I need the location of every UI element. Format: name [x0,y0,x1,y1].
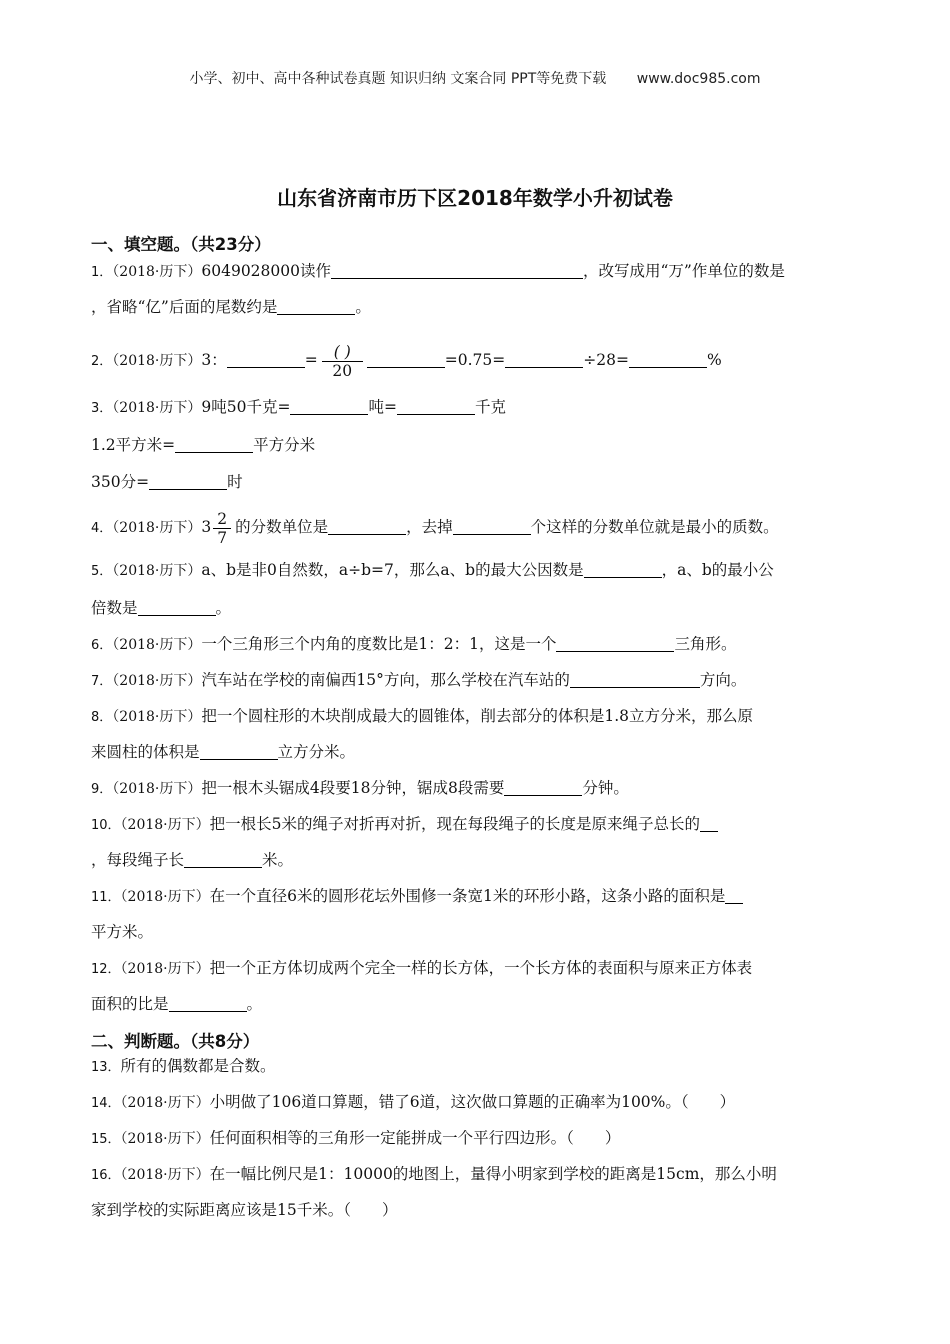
question-tag: （2018·历下） [120,1167,210,1183]
answer-blank[interactable] [700,815,718,832]
answer-blank[interactable] [504,779,582,796]
q1-text-b: ，改写成用“万”作单位的数是 [583,262,785,280]
q1-text-a: 6049028000读作 [201,262,331,280]
question-11-cont [91,921,861,957]
q12-text-c: 。 [246,995,263,1013]
answer-blank[interactable] [725,887,743,904]
question-number: 12． [91,962,121,977]
question-number: 5． [91,564,113,579]
question-3-line-2 [91,434,861,471]
answer-blank[interactable] [175,436,253,453]
question-5 [91,555,861,597]
fraction-denominator: 7 [217,528,228,547]
q14-text-a[interactable]: 小明做了106道口算题，错了6道，这次做口算题的正确率为100%。（ ） [209,1093,736,1111]
q1-text-d: 。 [355,298,371,316]
question-number: 7． [91,674,113,689]
question-tag: （2018·历下） [120,1131,210,1147]
q3-text-l2a: 1.2平方米= [91,436,176,454]
q11-text-b: 平方米。 [91,923,154,941]
question-16 [91,1163,861,1199]
q2-text-b: = [304,351,318,369]
q6-text-b: 三角形。 [674,635,737,653]
question-number: 16． [91,1168,121,1183]
question-12 [91,957,861,993]
q9-text-a: 把一根木头锯成4段要18分钟，锯成8段需要 [201,779,505,797]
answer-blank[interactable] [367,351,445,368]
question-tag: （2018·历下） [112,637,202,653]
question-tag: （2018·历下） [120,961,210,977]
question-10-cont [91,849,861,885]
q11-text-a: 在一个直径6米的圆形花坛外围修一条宽1米的环形小路，这条小路的面积是 [209,887,726,905]
question-tag: （2018·历下） [120,817,210,833]
question-13 [91,1055,861,1091]
q6-text-a: 一个三角形三个内角的度数比是1：2：1，这是一个 [201,635,557,653]
question-number: 6． [91,638,113,653]
q12-text-a: 把一个正方体切成两个完全一样的长方体，一个长方体的表面积与原来正方体表 [209,959,753,977]
q4-text-a: 的分数单位是 [235,518,329,536]
question-6 [91,633,861,669]
question-16-cont [91,1199,861,1235]
q3-text-a: 9吨50千克= [201,398,291,416]
question-2 [91,340,861,390]
header-text: 小学、初中、高中各种试卷真题 知识归纳 文案合同 PPT等免费下载 [189,71,607,87]
answer-blank[interactable] [184,851,262,868]
question-tag: （2018·历下） [112,353,202,369]
q9-text-b: 分钟。 [582,779,629,797]
question-12-cont [91,993,861,1029]
question-number: 3． [91,401,113,416]
q16-text-b[interactable]: 家到学校的实际距离应该是15千米。（ ） [91,1201,398,1219]
question-1 [91,258,861,296]
q3-text-b: 吨= [368,398,397,416]
question-number: 14． [91,1096,121,1111]
q10-text-b: ，每段绳子长 [91,851,185,869]
question-14 [91,1091,861,1127]
answer-blank[interactable] [328,518,406,535]
q8-text-a: 把一个圆柱形的木块削成最大的圆锥体，削去部分的体积是1.8立方分米，那么原 [201,707,754,725]
q12-text-b: 面积的比是 [91,995,169,1013]
answer-blank[interactable] [227,351,305,368]
q1-text-c: ，省略“亿”后面的尾数约是 [91,298,278,316]
fraction-numerator[interactable]: ( ) [322,343,363,362]
question-number: 11． [91,890,121,905]
q2-text-c: =0.75= [444,351,506,369]
q13-text-a: 所有的偶数都是合数。 [120,1057,276,1075]
question-tag: （2018·历下） [120,1095,210,1111]
question-3-line-3 [91,471,861,505]
answer-blank[interactable] [556,635,674,652]
question-10 [91,813,861,849]
question-tag: （2018·历下） [112,520,202,536]
q5-text-d: 。 [215,599,232,617]
question-tag: （2018·历下） [112,400,202,416]
q2-text-a: 3： [201,351,227,369]
question-15 [91,1127,861,1163]
q4-text-c: 个这样的分数单位就是最小的质数。 [530,518,779,536]
question-number: 15． [91,1132,121,1147]
page-header [0,68,950,88]
answer-blank[interactable] [397,398,475,415]
question-5-cont [91,597,861,633]
q15-text-a[interactable]: 任何面积相等的三角形一定能拼成一个平行四边形。（ ） [209,1129,621,1147]
q8-text-c: 立方分米。 [277,743,356,761]
question-11 [91,885,861,921]
question-9 [91,777,861,813]
question-number: 2． [91,354,113,369]
section-heading-judge: 二、判断题。（共8分） [91,1032,260,1051]
question-number: 13． [91,1060,121,1075]
q8-text-b: 来圆柱的体积是 [91,743,200,761]
mixed-number-whole: 3 [201,518,212,536]
q7-text-a: 汽车站在学校的南偏西15°方向，那么学校在汽车站的 [201,671,570,689]
question-number: 1． [91,265,113,280]
q2-text-d: ÷28= [583,351,629,369]
q3-text-c: 千克 [474,398,506,416]
answer-blank[interactable] [200,743,278,760]
q10-text-c: 米。 [262,851,294,869]
answer-blank[interactable] [169,995,247,1012]
q2-text-e: % [706,351,722,369]
question-3 [91,390,861,434]
answer-blank[interactable] [629,351,707,368]
fraction [322,343,363,380]
q3-text-l2b: 平方分米 [253,436,316,454]
answer-blank[interactable] [584,561,662,578]
answer-blank[interactable] [290,398,368,415]
answer-blank[interactable] [277,298,355,315]
answer-blank[interactable] [570,671,700,688]
question-tag: （2018·历下） [112,709,202,725]
q5-text-b: ，a、b的最小公 [661,561,774,579]
question-4 [91,505,861,555]
q3-text-l3a: 350分= [91,473,150,491]
question-number: 8． [91,710,113,725]
question-1-cont [91,296,861,340]
fraction-denominator: 20 [332,361,353,380]
q4-text-b: ，去掉 [406,518,453,536]
answer-blank[interactable] [138,599,216,616]
header-site: www.doc985.com [636,71,761,87]
fraction-numerator: 2 [213,510,231,529]
q5-text-c: 倍数是 [91,599,138,617]
answer-blank[interactable] [505,351,583,368]
q16-text-a: 在一幅比例尺是1：10000的地图上，量得小明家到学校的距离是15cm，那么小明 [209,1165,777,1183]
question-tag: （2018·历下） [112,563,202,579]
fraction [213,510,231,547]
question-tag: （2018·历下） [112,673,202,689]
answer-blank[interactable] [331,262,583,279]
page-title: 山东省济南市历下区2018年数学小升初试卷 [277,186,673,210]
answer-blank[interactable] [453,518,531,535]
q7-text-b: 方向。 [699,671,747,689]
q3-text-l3b: 时 [227,473,243,491]
question-tag: （2018·历下） [120,889,210,905]
question-number: 10． [91,818,121,833]
question-tag: （2018·历下） [112,264,202,280]
question-8 [91,705,861,741]
question-7 [91,669,861,705]
q10-text-a: 把一根长5米的绳子对折再对折，现在每段绳子的长度是原来绳子总长的 [209,815,701,833]
question-number: 4． [91,521,113,536]
exam-content [91,232,861,1235]
question-8-cont [91,741,861,777]
q5-text-a: a、b是非0自然数，a÷b=7，那么a、b的最大公因数是 [201,561,584,579]
question-number: 9． [91,782,113,797]
answer-blank[interactable] [149,473,227,490]
question-tag: （2018·历下） [112,781,202,797]
section-heading-fill: 一、填空题。（共23分） [91,235,271,254]
